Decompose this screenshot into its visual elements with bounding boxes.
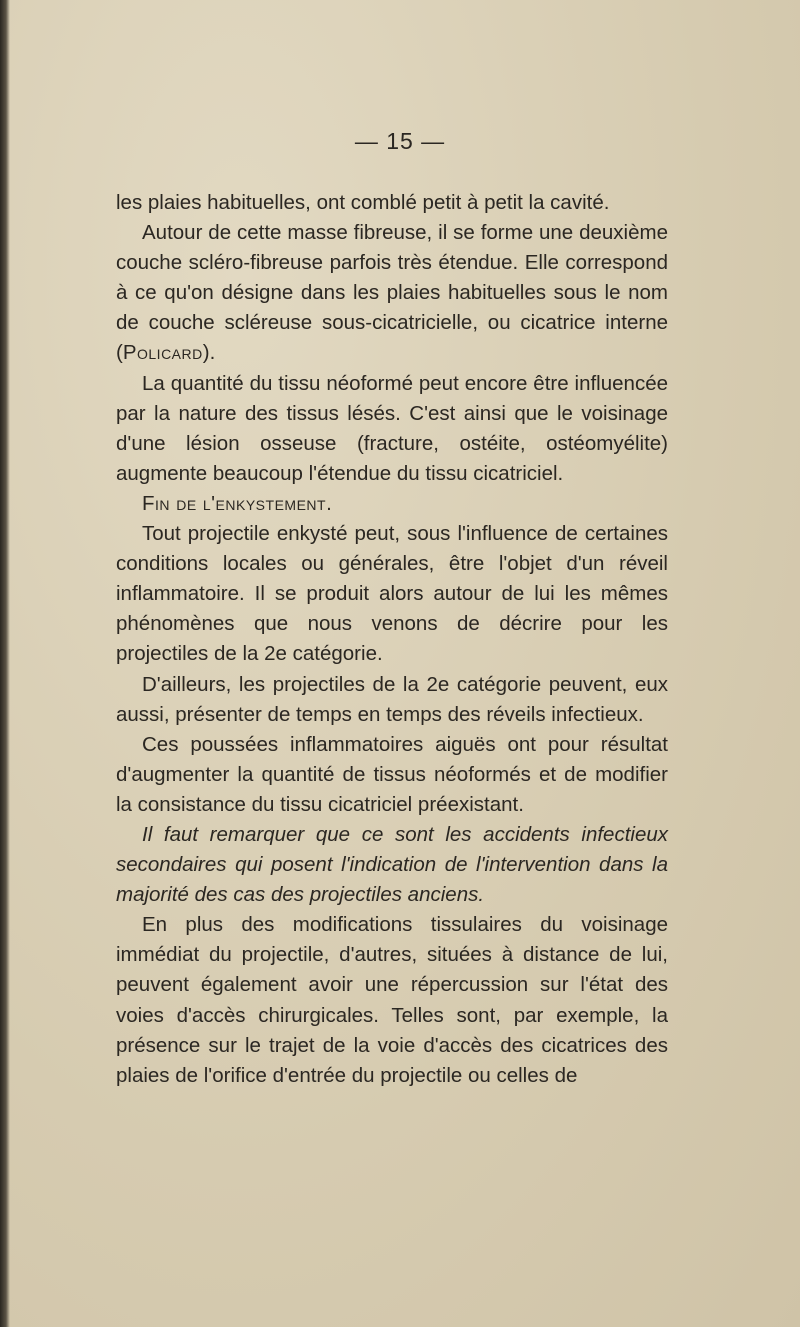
paragraph-encysted-projectile: Tout projectile enkysté peut, sous l'influence de certaines conditions locales ou générales, être l'objet d'un réveil inflammatoire. Il se produit alors autour de lui les mêmes phénomènes que nous venons de décrire pour les projectiles de la 2e catégorie. [116,522,668,666]
paragraph-second-category: D'ailleurs, les projectiles de la 2e catégorie peuvent, eux aussi, présenter de temps en temps des réveils infectieux. [116,672,668,726]
page-body [116,188,668,1091]
author-citation: Policard [122,341,203,365]
paragraph-italic-remark: Il faut remarquer que ce sont les accidents infectieux secondaires qui posent l'indication de l'intervention dans la majorité des cas des projectiles anciens. [116,822,668,907]
section-heading: Fin de l'enkystement. [142,491,333,515]
paragraph-text-end: ). [202,341,216,365]
page-number: — 15 — [354,128,446,154]
paragraph-text: Autour de cette masse fibreuse, il se forme une deuxième couche scléro-fibreuse parfois très étendue. Elle correspond à ce qu'on désigne dans les plaies habituelles sous le nom de couche scléreuse sous-cicatricielle, ou cicatrice interne ( [116,221,668,365]
paragraph-inflammatory-flares: Ces poussées inflammatoires aiguës ont pour résultat d'augmenter la quantité de tissus néoformés et de modifier la consistance du tissu cicatriciel préexistant. [116,732,668,816]
paragraph-tissue-modifications: En plus des modifications tissulaires du voisinage immédiat du projectile, d'autres, situées à distance de lui, peuvent également avoir une répercussion sur l'état des voies d'accès chirurgicales. Telles sont, par exemple, la présence sur le trajet de la voie d'accès des cicatrices des plaies de l'orifice d'entrée du projectile ou celles de [116,913,668,1087]
paragraph-sclero-fibrous-layer [116,218,668,368]
book-spine-shadow [0,0,10,1327]
paragraph-tissue-quantity: La quantité du tissu néoformé peut encore être influencée par la nature des tissus lésés. C'est ainsi que le voisinage d'une lésion osseuse (fracture, ostéite, ostéomyélite) augmente beaucoup l'étendue du tissu cicatriciel. [116,371,668,485]
paragraph-continuation: les plaies habituelles, ont comblé petit à petit la cavité. [116,191,610,214]
